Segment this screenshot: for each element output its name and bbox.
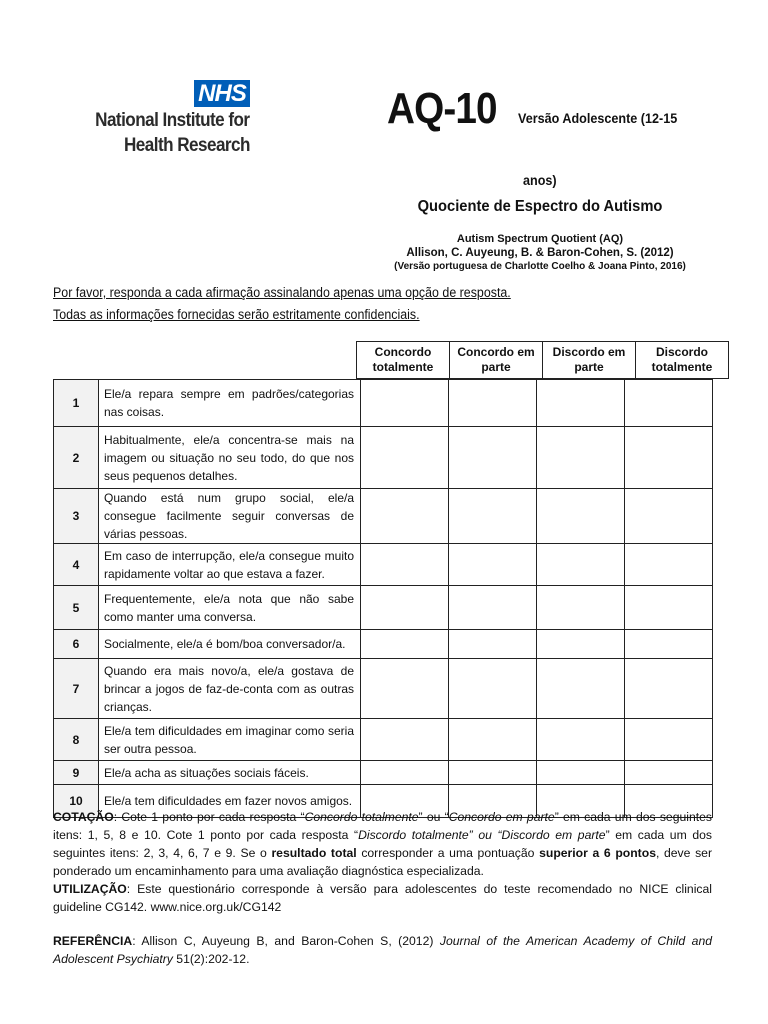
usage-label: UTILIZAÇÃO (53, 882, 127, 896)
column-header: Concordo totalmente (357, 342, 450, 379)
answer-cell[interactable] (449, 427, 537, 489)
scoring-paragraph (53, 808, 712, 880)
reference-text: : Allison C, Auyeung B, and Baron-Cohen S, (2012) (132, 934, 440, 948)
scoring-option: Concordo em parte (448, 810, 555, 824)
answer-cell[interactable] (449, 586, 537, 630)
question-number: 6 (54, 630, 99, 659)
answer-cell[interactable] (361, 586, 449, 630)
answer-cell[interactable] (625, 586, 713, 630)
reference-label: REFERÊNCIA (53, 934, 133, 948)
reference-line-1: Autism Spectrum Quotient (AQ) (456, 233, 624, 245)
question-text: Ele/a repara sempre em padrões/categorias nas coisas. (99, 380, 361, 427)
answer-cell[interactable] (361, 719, 449, 761)
question-text: Habitualmente, ele/a concentra-se mais na imagem ou situação no seu todo, do que nos seus pequenos detalhes. (99, 427, 361, 489)
instruction-line-1: Por favor, responda a cada afirmação assinalando apenas uma opção de resposta. (53, 285, 511, 300)
answer-cell[interactable] (361, 544, 449, 586)
answer-cell[interactable] (449, 544, 537, 586)
answer-cell[interactable] (625, 380, 713, 427)
reference-block (370, 232, 710, 274)
scoring-text: ” ou “ (418, 810, 449, 824)
question-text: Frequentemente, ele/a nota que não sabe como manter uma conversa. (99, 586, 361, 630)
answer-cell[interactable] (361, 489, 449, 544)
journal-name: Journal of the American Academy of Child and Adolescent Psychiatry (53, 934, 712, 966)
answer-cell[interactable] (537, 427, 625, 489)
scoring-text: ” em cada um dos seguintes itens: 1, 5, 8 e 10. Cote 1 ponto por cada resposta “ (53, 810, 713, 842)
question-number: 3 (54, 489, 99, 544)
answer-cell[interactable] (625, 719, 713, 761)
answer-cell[interactable] (537, 719, 625, 761)
question-number: 8 (54, 719, 99, 761)
question-row (54, 719, 713, 761)
version-subtitle-cont: anos) (523, 172, 557, 188)
page-title: AQ-10 (387, 84, 497, 133)
scoring-text: ” em cada um dos seguintes itens: 2, 3, 4, 6, 7 e 9. Se o (53, 828, 712, 860)
nhs-badge: NHS (194, 80, 250, 107)
answer-cell[interactable] (537, 586, 625, 630)
question-text: Quando era mais novo/a, ele/a gostava de brincar a jogos de faz-de-conta com as outras crianças. (99, 659, 361, 719)
column-header: Discordo totalmente (636, 342, 729, 379)
scoring-label: COTAÇÃO (53, 810, 114, 824)
question-number: 5 (54, 586, 99, 630)
question-row (54, 761, 713, 785)
scoring-option: Concordo totalmente (304, 810, 419, 824)
answer-cell[interactable] (449, 719, 537, 761)
column-header: Concordo em parte (450, 342, 543, 379)
answer-cell[interactable] (449, 761, 537, 785)
question-row (54, 489, 713, 544)
main-subtitle: Quociente de Espectro do Autismo (417, 198, 663, 215)
nihr-logo (64, 80, 250, 158)
instruction-line-2: Todas as informações fornecidas serão estritamente confidenciais. (53, 307, 420, 322)
question-text: Em caso de interrupção, ele/a consegue muito rapidamente voltar ao que estava a fazer. (99, 544, 361, 586)
question-row (54, 427, 713, 489)
usage-paragraph (53, 880, 712, 916)
question-text: Ele/a acha as situações sociais fáceis. (99, 761, 361, 785)
scoring-text: corresponder a uma pontuação (356, 846, 540, 860)
answer-cell[interactable] (625, 659, 713, 719)
scoring-text: , deve ser ponderado um encaminhamento para uma avaliação diagnóstica especializada. (53, 846, 712, 878)
question-number: 9 (54, 761, 99, 785)
scoring-emphasis: resultado total (271, 846, 357, 860)
answer-cell[interactable] (537, 489, 625, 544)
answer-cell[interactable] (361, 761, 449, 785)
answer-cell[interactable] (537, 761, 625, 785)
answer-cell[interactable] (449, 489, 537, 544)
logo-line-2: Health Research (124, 135, 250, 156)
reference-line-3: (Versão portuguesa de Charlotte Coelho & Joana Pinto, 2016) (394, 261, 686, 272)
answer-cell[interactable] (361, 427, 449, 489)
question-number: 2 (54, 427, 99, 489)
question-row (54, 380, 713, 427)
scoring-option: Discordo totalmente” ou “Discordo em parte (358, 828, 606, 842)
answer-cell[interactable] (537, 544, 625, 586)
reference-line-2: Allison, C. Auyeung, B. & Baron-Cohen, S. (2012) (406, 247, 674, 259)
question-row (54, 544, 713, 586)
question-row (54, 586, 713, 630)
question-text: Socialmente, ele/a é bom/boa conversador/a. (99, 630, 361, 659)
questions-table (53, 379, 713, 818)
answer-columns-header (356, 341, 729, 379)
answer-cell[interactable] (361, 380, 449, 427)
answer-cell[interactable] (625, 630, 713, 659)
question-number: 1 (54, 380, 99, 427)
answer-cell[interactable] (625, 427, 713, 489)
answer-cell[interactable] (537, 659, 625, 719)
question-number: 10 (54, 785, 99, 818)
answer-cell[interactable] (449, 630, 537, 659)
answer-cell[interactable] (625, 761, 713, 785)
reference-text: 51(2):202-12. (172, 952, 250, 966)
question-row (54, 630, 713, 659)
answer-cell[interactable] (537, 380, 625, 427)
answer-cell[interactable] (449, 380, 537, 427)
answer-cell[interactable] (361, 630, 449, 659)
scoring-text: : Cote 1 ponto por cada resposta “ (113, 810, 305, 824)
logo-line-1: National Institute for (95, 110, 250, 131)
version-subtitle: Versão Adolescente (12-15 (518, 110, 678, 126)
usage-text: : Este questionário corresponde à versão para adolescentes do teste recomendado no NICE clinical guideline CG142. www.nice.org.uk/CG142 (53, 882, 712, 914)
question-text: Ele/a tem dificuldades em imaginar como seria ser outra pessoa. (99, 719, 361, 761)
answer-cell[interactable] (361, 659, 449, 719)
answer-cell[interactable] (537, 630, 625, 659)
question-row (54, 659, 713, 719)
question-number: 7 (54, 659, 99, 719)
column-header: Discordo em parte (543, 342, 636, 379)
answer-cell[interactable] (449, 659, 537, 719)
answer-cell[interactable] (625, 489, 713, 544)
question-text: Ele/a tem dificuldades em fazer novos amigos. (99, 785, 361, 818)
scoring-emphasis: superior a 6 pontos (539, 846, 656, 860)
reference-paragraph (53, 932, 712, 968)
question-number: 4 (54, 544, 99, 586)
question-text: Quando está num grupo social, ele/a consegue facilmente seguir conversas de várias pessoas. (99, 489, 361, 544)
answer-cell[interactable] (625, 544, 713, 586)
